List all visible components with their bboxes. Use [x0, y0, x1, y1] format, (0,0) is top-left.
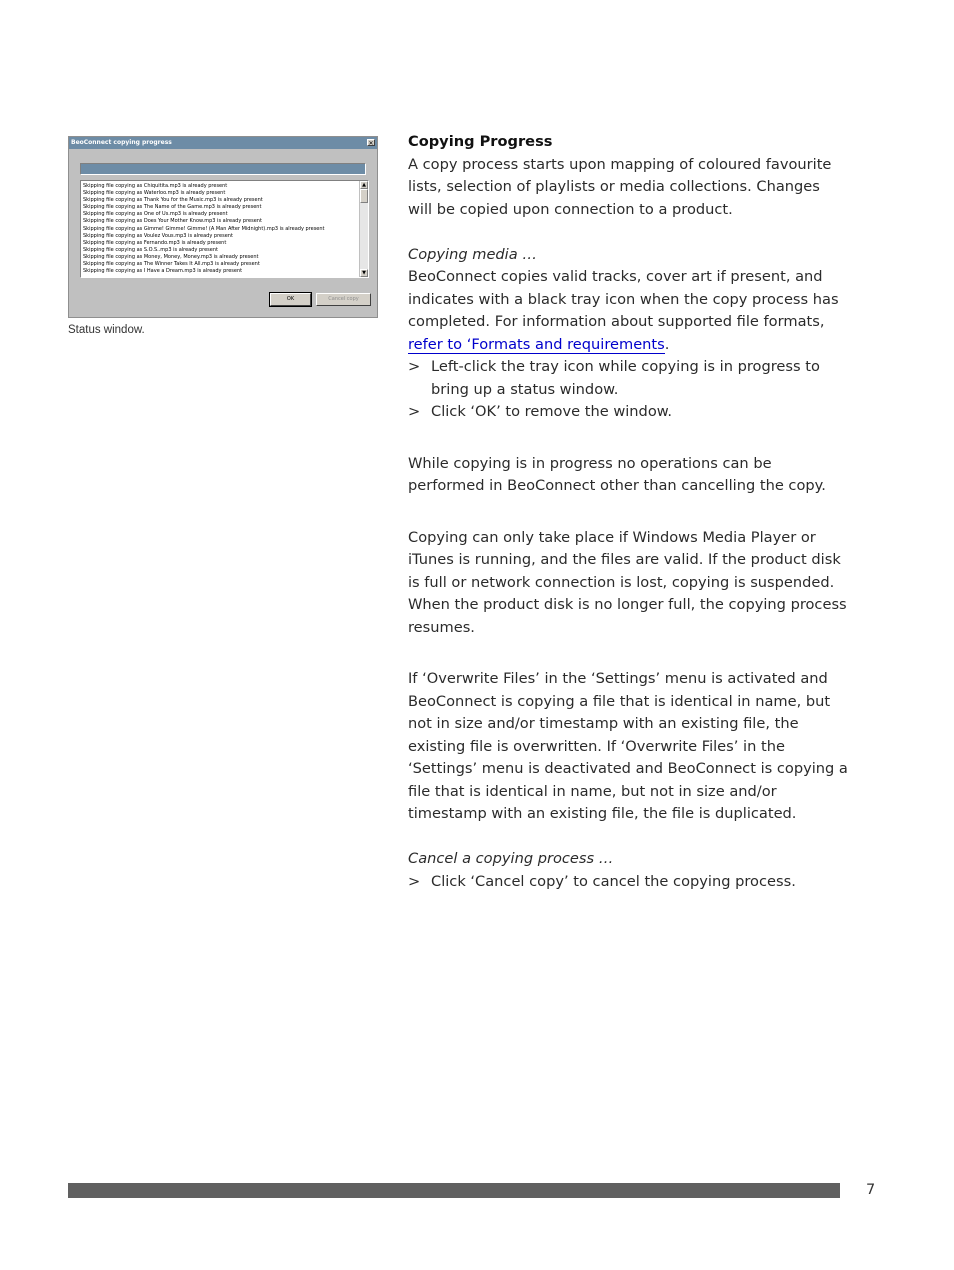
- bullet-text: Left-click the tray icon while copying is in progress to bring up a status window.: [431, 358, 820, 398]
- bullet-mark: >: [408, 403, 421, 420]
- footer-bar: [68, 1183, 840, 1198]
- log-line: Skipping file copying as The Winner Takes It All.mp3 is already present: [83, 261, 260, 268]
- bullet-mark: >: [408, 358, 421, 375]
- intro-paragraph: A copy process starts upon mapping of coloured favourite lists, selection of playlists or media collections. Changes will be copied upon connection to a product.: [408, 155, 832, 218]
- status-window-dialog: [68, 136, 378, 318]
- log-line: Skipping file copying as Money, Money, Money.mp3 is already present: [83, 253, 259, 260]
- bullet-text: Click ‘Cancel copy’ to cancel the copying process.: [431, 872, 796, 890]
- link-trailing: .: [664, 335, 670, 353]
- log-line: Skipping file copying as Waterloo.mp3 is already present: [83, 190, 226, 197]
- scroll-down-icon[interactable]: ▼: [360, 269, 368, 277]
- bullet-text: Click ‘OK’ to remove the window.: [431, 403, 672, 420]
- copying-media-text: BeoConnect copies valid tracks, cover art if present, and indicates with a black tray icon when the copy process has completed. For information about supported file formats,: [408, 268, 839, 330]
- log-line: Skipping file copying as Gimme! Gimme! Gimme! (A Man After Midnight).mp3 is already present: [83, 225, 325, 232]
- main-text: [408, 131, 848, 893]
- log-line: Skipping file copying as The Name of the Game.mp3 is already present: [83, 204, 262, 211]
- dialog-titlebar: [69, 137, 377, 149]
- log-line: Skipping file copying as Voulez Vous.mp3 is already present: [83, 232, 233, 239]
- copy-progress-bar: [80, 163, 366, 175]
- list-item: [408, 871, 848, 894]
- log-line: Skipping file copying as Chiquitita.mp3 is already present: [83, 183, 228, 189]
- copying-media-paragraph: [408, 266, 848, 356]
- formats-requirements-link[interactable]: refer to ‘Formats and requirements: [408, 335, 665, 353]
- figure-caption: Status window.: [68, 324, 145, 336]
- conditions-paragraph: Copying can only take place if Windows Media Player or iTunes is running, and the files are valid. If the product disk is full or network connection is lost, copying is suspended. When the product disk is no longer full, the copying process resumes.: [408, 528, 847, 636]
- log-line: Skipping file copying as Fernando.mp3 is already present: [83, 239, 227, 246]
- scroll-thumb[interactable]: [360, 189, 368, 203]
- copy-log-list: [80, 180, 369, 278]
- list-item: [408, 401, 848, 424]
- list-item: [408, 356, 848, 401]
- close-icon[interactable]: ✕: [368, 140, 374, 147]
- overwrite-paragraph: If ‘Overwrite Files’ in the ‘Settings’ menu is activated and BeoConnect is copying a file that is identical in name, but not in size and/or timestamp with an existing file, the existing file is overwritten. If ‘Overwrite Files’ in the ‘Settings’ menu is deactivated and BeoConnect is copying a file that is identical in name, but not in size and/or timestamp with an existing file, the file is duplicated.: [408, 670, 848, 822]
- ok-button[interactable]: OK: [270, 293, 311, 306]
- log-scrollbar[interactable]: [359, 181, 368, 277]
- cancel-heading: Cancel a copying process …: [408, 850, 614, 867]
- log-line: Skipping file copying as S.O.S..mp3 is already present: [83, 246, 218, 253]
- section-heading: Copying Progress: [408, 133, 553, 150]
- page-number: 7: [866, 1182, 876, 1198]
- copying-media-heading: Copying media …: [408, 245, 537, 263]
- scroll-up-icon[interactable]: ▲: [360, 181, 368, 189]
- in-progress-paragraph: While copying is in progress no operations can be performed in BeoConnect other than cancelling the copy.: [408, 454, 826, 494]
- bullet-mark: >: [408, 872, 421, 890]
- log-line: Skipping file copying as Does Your Mother Know.mp3 is already present: [83, 218, 262, 225]
- log-line: Skipping file copying as Thank You for the Music.mp3 is already present: [83, 197, 263, 204]
- dialog-title: BeoConnect copying progress: [71, 139, 172, 146]
- log-line: Skipping file copying as I Have a Dream.mp3 is already present: [83, 268, 243, 275]
- log-lines: [83, 183, 356, 275]
- progress-fill: [81, 164, 365, 174]
- cancel-copy-button[interactable]: Cancel copy: [316, 293, 371, 306]
- log-line: Skipping file copying as One of Us.mp3 is already present: [83, 211, 228, 218]
